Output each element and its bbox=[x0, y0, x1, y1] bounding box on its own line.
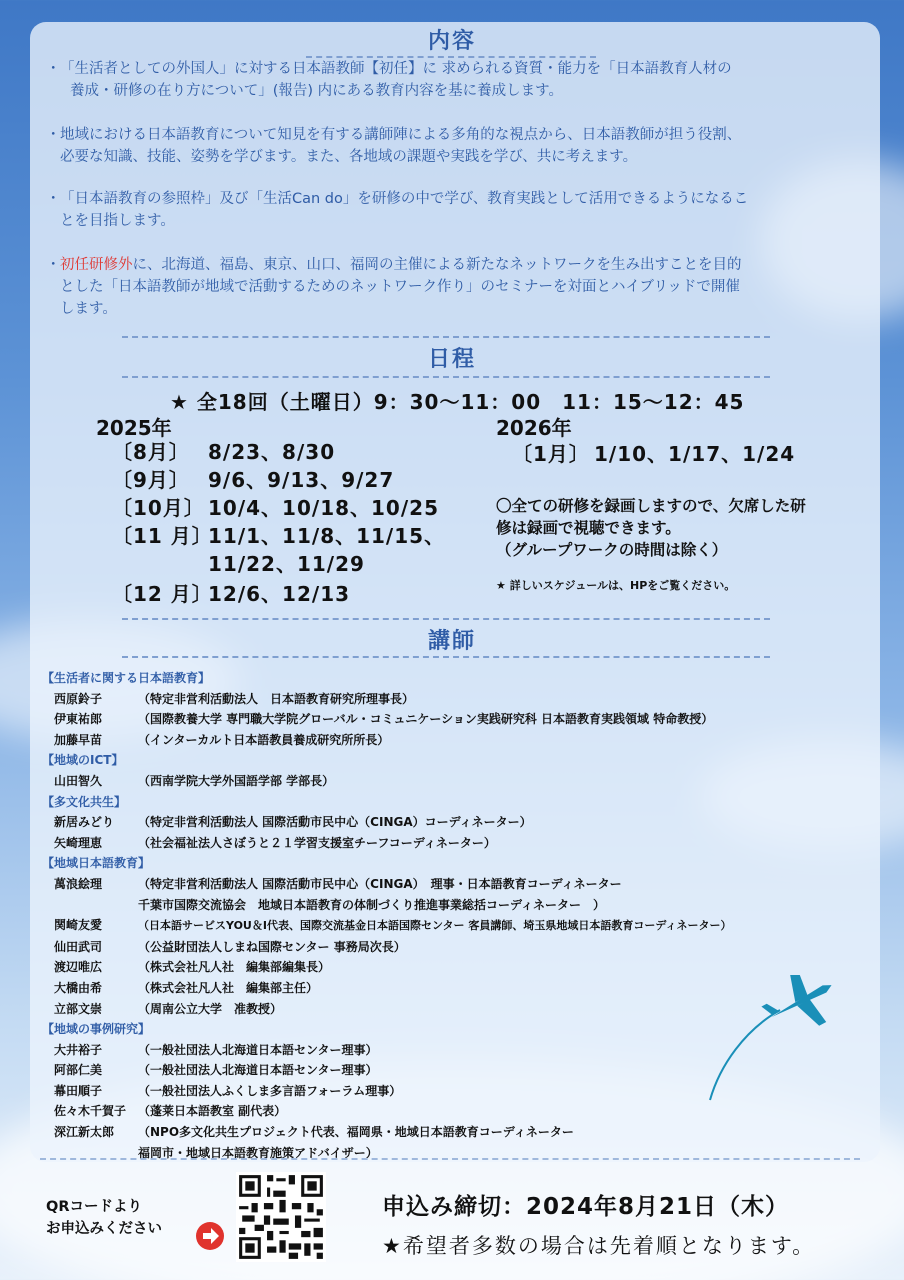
divider bbox=[40, 1158, 860, 1160]
instructor-row: 仙田武司 （公益財団法人しまね国際センター 事務局次長） bbox=[54, 939, 406, 954]
content-item-4: ・ 初任研修外に、北海道、福島、東京、山口、福岡の主催による新たなネットワークを生み出すことを目的 とした「日本語教師が地域で活動するためのネットワーク作り」のセミナーを対面とハイブリッドで開催 します。 bbox=[46, 257, 742, 317]
schedule-title: 日程 bbox=[427, 347, 476, 372]
content-item-2: ・ 地域における日本語教育について知見を有する講師陣による多角的な視点から、日本語教師が担う役割、 必要な知識、技能、姿勢を学びます。また、各地域の課題や実践を学び、共に考えます。 bbox=[46, 127, 742, 165]
schedule-row: 11/22、11/29 bbox=[208, 552, 365, 576]
hp-note: ★ 詳しいスケジュールは、HPをご覧ください。 bbox=[496, 579, 736, 592]
instructor-row: 萬浪絵理 （特定非営利活動法人 国際活動市民中心（CINGA） 理事・日本語教育コーディネーター 千葉市国際交流協会 地域日本語教育の体制づくり推進事業総括コーディネーター ） bbox=[54, 876, 622, 912]
content-title: 内容 bbox=[427, 29, 476, 54]
highlight-text: 初任研修外 bbox=[60, 257, 133, 273]
instructor-row: 大橋由希 （株式会社凡人社 編集部主任） bbox=[54, 980, 319, 995]
schedule-row: 〔10月〕 10/4、10/18、10/25 bbox=[112, 496, 439, 520]
instructor-row: 山田智久 （西南学院大学外国語学部 学部長） bbox=[54, 773, 335, 788]
instructor-row: 新居みどり （特定非営利活動法人 国際活動市民中心（CINGA）コーディネーター） bbox=[54, 815, 532, 830]
category-label: 【生活者に関する日本語教育】 bbox=[42, 671, 211, 685]
instructor-row: 阿部仁美 （一般社団法人北海道日本語センター理事） bbox=[54, 1063, 378, 1078]
content-item-1: ・ 「生活者としての外国人」に対する日本語教師【初任】に 求められる資質・能力を「日本語教育人材の 養成・研修の在り方について」(報告) 内にある教育内容を基に養成します。 bbox=[46, 61, 732, 99]
application-deadline: 申込み締切：2024年8月21日（木） bbox=[382, 1194, 790, 1220]
instructor-row: 深江新太郎 （NPO多文化共生プロジェクト代表、福岡県・地域日本語教育コーディネーター 福岡市・地域日本語教育施策アドバイザー） bbox=[54, 1125, 574, 1160]
category-label: 【地域日本語教育】 bbox=[42, 856, 151, 871]
airplane-icon bbox=[700, 975, 840, 1105]
schedule-row: 〔11 月〕11/1、11/8、11/15、 bbox=[112, 524, 446, 548]
content-item-3: ・ 「日本語教育の参照枠」及び「生活Can do」を研修の中で学び、教育実践として活用できるようになるこ とを目指します。 bbox=[46, 191, 749, 229]
instructor-row: 渡辺唯広 （株式会社凡人社 編集部編集長） bbox=[54, 960, 331, 975]
instructor-row: 関崎友愛 （日本語サービスYOU＆I代表、国際交流基金日本語国際センター 客員講師、埼玉県地域日本語教育コーディネーター） bbox=[54, 918, 732, 933]
instructor-row: 伊東祐郎 （国際教養大学 専門職大学院グローバル・コミュニケーション実践研究科 日本語教育実践領域 特命教授） bbox=[54, 712, 714, 727]
category-label: 【地域のICT】 bbox=[42, 753, 124, 768]
instructor-row: 矢崎理恵 （社会福祉法人さぼうと２１学習支援室チーフコーディネーター） bbox=[54, 835, 496, 850]
category-label: 【地域の事例研究】 bbox=[42, 1022, 151, 1037]
first-come-note: ★希望者多数の場合は先着順となります。 bbox=[382, 1234, 816, 1258]
instructor-row: 西原鈴子 （特定非営利活動法人 日本語教育研究所理事長） bbox=[54, 691, 415, 706]
divider bbox=[122, 376, 770, 378]
instructor-row: 幕田順子 （一般社団法人ふくしま多言語フォーラム理事） bbox=[54, 1083, 402, 1098]
arrow-right-icon bbox=[196, 1222, 224, 1250]
schedule-row: 〔1月〕 1/10、1/17、1/24 bbox=[512, 442, 796, 466]
divider bbox=[122, 336, 770, 338]
instructor-row: 加藤早苗 （インターカルト日本語教員養成研究所所長） bbox=[54, 732, 390, 747]
year-2025: 2025年 bbox=[96, 416, 172, 440]
schedule-row: 〔9月〕 9/6、9/13、9/27 bbox=[112, 468, 395, 492]
schedule-row: 〔8月〕 8/23、8/30 bbox=[112, 440, 336, 464]
schedule-summary: ★ 全18回（土曜日）9：30～11：00 11：15～12：45 bbox=[170, 390, 745, 414]
year-2026: 2026年 bbox=[496, 416, 572, 440]
schedule-row: 〔12 月〕12/6、12/13 bbox=[112, 582, 351, 606]
qr-code[interactable] bbox=[236, 1172, 326, 1262]
instructor-row: 立部文崇 （周南公立大学 准教授） bbox=[54, 1001, 283, 1016]
instructor-row: 大井裕子 （一般社団法人北海道日本語センター理事） bbox=[54, 1042, 378, 1057]
divider bbox=[122, 656, 770, 658]
qr-instruction: QRコードより お申込みください bbox=[46, 1199, 162, 1237]
recording-note: 〇全ての研修を録画しますので、欠席した研 修は録画で視聴できます。 （グループワークの時間は除く） bbox=[496, 497, 806, 559]
instructors-title: 講師 bbox=[427, 629, 476, 654]
divider bbox=[122, 618, 770, 620]
instructor-row: 佐々木千賀子 （蓬莱日本語教室 副代表） bbox=[54, 1104, 287, 1119]
category-label: 【多文化共生】 bbox=[42, 794, 127, 809]
